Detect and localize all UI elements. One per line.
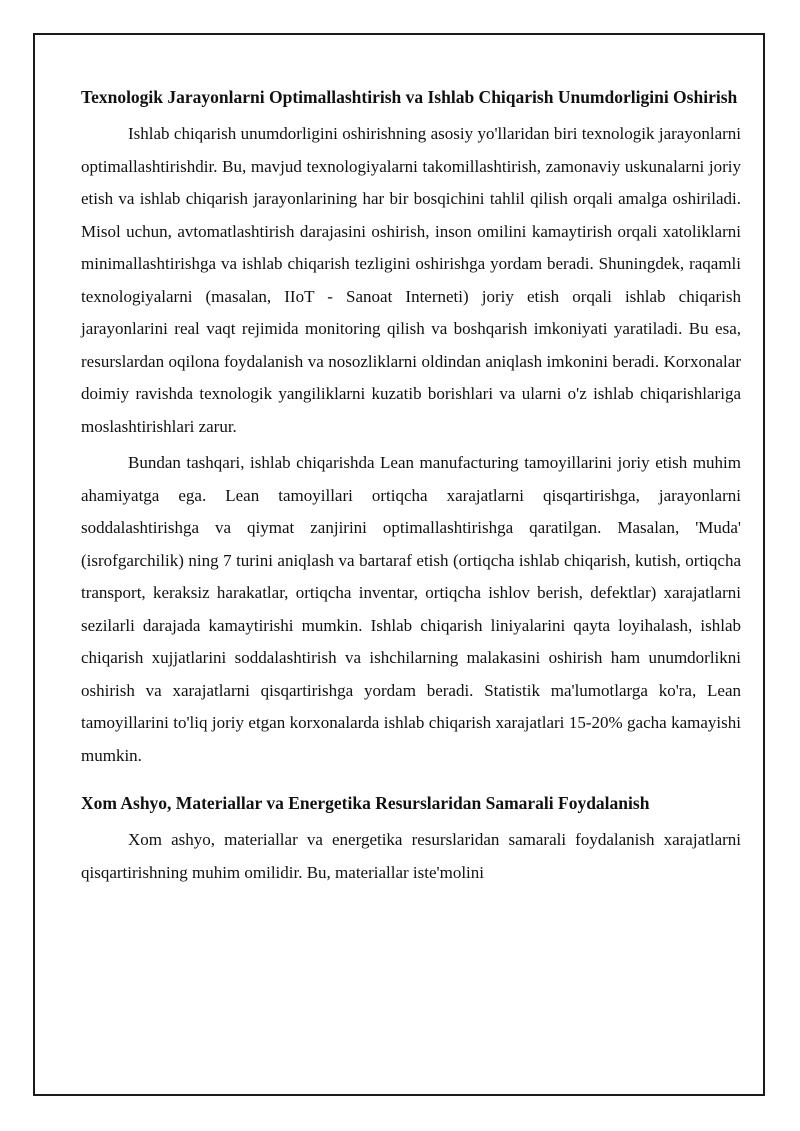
section-heading-optimization: Texnologik Jarayonlarni Optimallashtirish va Ishlab Chiqarish Unumdorligini Oshirish xyxy=(81,87,738,107)
paragraph-lean-manufacturing: Bundan tashqari, ishlab chiqarishda Lean manufacturing tamoyillarini joriy etish muhim ahamiyatga ega. Lean tamoyillari ortiqcha xarajatlarni qisqartirishga, jarayonlarni soddalashtirishga va qiymat zanjirini optimallashtirishga qaratilgan. Masalan, 'Muda' (isrofgarchilik) ning 7 turini aniqlash va bartaraf etish (ortiqcha ishlab chiqarish, kutish, ortiqcha transport, keraksiz harakatlar, ortiqcha inventar, ortiqcha ishlov berish, defektlar) xarajatlarni sezilarli darajada kamaytirishi mumkin. Ishlab chiqarish liniyalarini qayta loyihalash, ishlab chiqarish xujjatlarini soddalashtirish va ishchilarning malakasini oshirish ham unumdorlikni oshirish va xarajatlarni qisqartirishga yordam beradi. Statistik ma'lumotlarga ko'ra, Lean tamoyillarini to'liq joriy etgan korxonalarda ishlab chiqarish xarajatlari 15-20% gacha kamayishi mumkin. xyxy=(81,453,741,765)
paragraph-resource-efficiency: Xom ashyo, materiallar va energetika resurslaridan samarali foydalanish xarajatlarni qisqartirishning muhim omilidir. Bu, materiallar iste'molini xyxy=(81,830,741,882)
section-heading-resources: Xom Ashyo, Materiallar va Energetika Resurslaridan Samarali Foydalanish xyxy=(81,793,650,813)
document-content xyxy=(81,86,741,893)
paragraph-technological-optimization: Ishlab chiqarish unumdorligini oshirishning asosiy yo'llaridan biri texnologik jarayonlarni optimallashtirishdir. Bu, mavjud texnologiyalarni takomillashtirish, zamonaviy uskunalarni joriy etish va ishlab chiqarish jarayonlarining har bir bosqichini tahlil qilish orqali amalga oshiriladi. Misol uchun, avtomatlashtirish darajasini oshirish, inson omilini kamaytirish orqali xatoliklarni minimallashtirishga va ishlab chiqarish tezligini oshirishga yordam beradi. Shuningdek, raqamli texnologiyalarni (masalan, IIoT - Sanoat Interneti) joriy etish orqali ishlab chiqarish jarayonlarini real vaqt rejimida monitoring qilish va boshqarish imkoniyati yaratiladi. Bu esa, resurslardan oqilona foydalanish va nosozliklarni oldindan aniqlash imkonini beradi. Korxonalar doimiy ravishda texnologik yangiliklarni kuzatib borishlari va ularni o'z ishlab chiqarishlariga moslashtirishlari zarur. xyxy=(81,124,741,436)
